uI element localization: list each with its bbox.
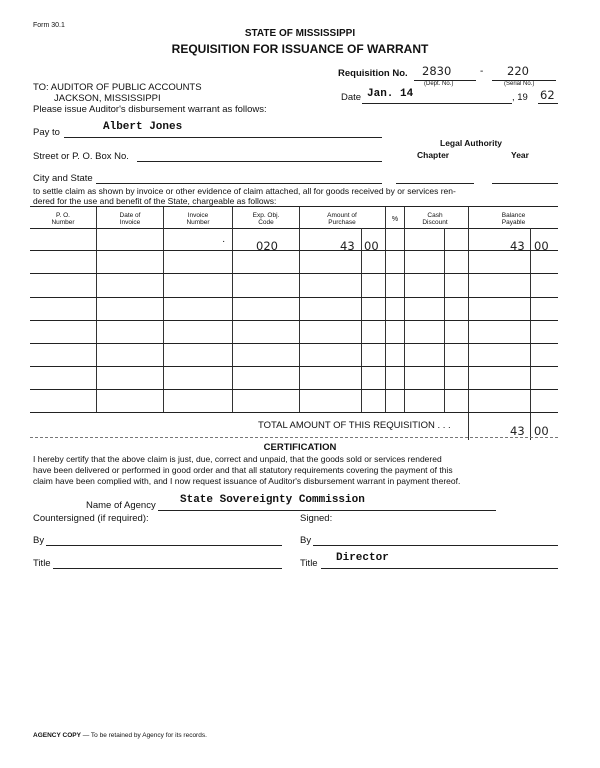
addressee-line1: TO: AUDITOR OF PUBLIC ACCOUNTS xyxy=(33,82,202,93)
balance-dollars[interactable]: 43 xyxy=(510,239,525,253)
total-cents[interactable]: 00 xyxy=(534,424,549,438)
title-line-right xyxy=(321,568,558,569)
table-header-bottom xyxy=(30,228,558,229)
street-line[interactable] xyxy=(137,161,382,162)
balance-cents[interactable]: 00 xyxy=(534,239,549,253)
by-line-right[interactable] xyxy=(313,545,558,546)
signed-label: Signed: xyxy=(300,513,333,524)
agency-copy-label: AGENCY COPY xyxy=(33,732,81,739)
col-divider xyxy=(468,207,469,440)
year-prefix: , 19 xyxy=(512,92,528,103)
table-row xyxy=(30,320,558,321)
total-dollars[interactable]: 43 xyxy=(510,424,525,438)
form-title: REQUISITION FOR ISSUANCE OF WARRANT xyxy=(171,42,429,56)
col-divider xyxy=(404,207,405,412)
table-row xyxy=(30,297,558,298)
total-label: TOTAL AMOUNT OF THIS REQUISITION . . . xyxy=(258,420,451,431)
city-label: City and State xyxy=(33,173,93,184)
title-label-left: Title xyxy=(33,558,51,569)
table-row xyxy=(30,343,558,344)
title-label-right: Title xyxy=(300,558,318,569)
date-header: Date of Invoice xyxy=(119,212,141,226)
table-row xyxy=(30,250,558,251)
agency-copy-text: — To be retained by Agency for its records. xyxy=(80,732,207,739)
balance-header: Balance Payable xyxy=(501,212,526,226)
amount-header: Amount of Purchase xyxy=(327,212,357,226)
pay-to-line xyxy=(64,137,382,138)
year-line xyxy=(538,103,558,104)
table-bottom-border xyxy=(30,437,558,438)
col-divider xyxy=(163,207,164,412)
percent-header: % xyxy=(391,216,399,223)
by-label-right: By xyxy=(300,535,312,546)
table-row xyxy=(30,273,558,274)
exp-code-value[interactable]: 020 xyxy=(256,239,278,253)
certification-line1: I hereby certify that the above claim is just, due, correct and unpaid, that the goods sold or services rendered xyxy=(33,454,442,464)
table-row xyxy=(30,366,558,367)
cash-discount-header: Cash Discount xyxy=(422,212,448,226)
date-label: Date xyxy=(341,92,362,103)
table-row xyxy=(30,389,558,390)
form-number: Form 30.1 xyxy=(33,22,65,29)
col-divider xyxy=(232,207,233,412)
certification-title: CERTIFICATION xyxy=(263,442,337,453)
year-label: Year xyxy=(511,150,529,160)
year-value[interactable]: 62 xyxy=(540,88,555,102)
serial-no-caption: (Serial No.) xyxy=(504,81,535,87)
dept-no-caption: (Dept. No.) xyxy=(424,81,454,87)
dept-no-value[interactable]: 2830 xyxy=(422,64,452,78)
pay-to-value[interactable]: Albert Jones xyxy=(103,121,183,133)
agency-value[interactable]: State Sovereignty Commission xyxy=(180,494,365,506)
amount-dollars[interactable]: 43 xyxy=(340,239,355,253)
date-value[interactable]: Jan. 14 xyxy=(367,88,414,100)
requisition-dash: - xyxy=(480,66,484,77)
serial-no-value[interactable]: 220 xyxy=(507,64,529,78)
settle-text-line1: to settle claim as shown by invoice or other evidence of claim attached, all for goods received by or services ren- xyxy=(33,186,456,196)
chapter-line[interactable] xyxy=(396,183,474,184)
col-divider xyxy=(385,207,386,412)
addressee-line2: JACKSON, MISSISSIPPI xyxy=(54,93,161,104)
table-top-border xyxy=(30,206,558,207)
city-line[interactable] xyxy=(96,183,382,184)
po-header: P. O. Number xyxy=(51,212,75,226)
exp-obj-header: Exp. Obj. Code xyxy=(252,212,280,226)
certification-line3: claim have been complied with, and I now request issuance of Auditor's disbursement warrant in payment thereof. xyxy=(33,476,461,486)
col-divider xyxy=(96,207,97,412)
cents-divider xyxy=(530,228,531,440)
agency-line xyxy=(158,510,496,511)
chapter-label: Chapter xyxy=(417,150,450,160)
by-line-left[interactable] xyxy=(46,545,282,546)
invoice-mark: · xyxy=(222,236,226,247)
title-line-left[interactable] xyxy=(53,568,282,569)
date-line xyxy=(362,103,512,104)
countersigned-label: Countersigned (if required): xyxy=(33,513,149,524)
requisition-label: Requisition No. xyxy=(338,68,408,79)
addressee-instruction: Please issue Auditor's disbursement warrant as follows: xyxy=(33,104,267,115)
pay-to-label: Pay to xyxy=(33,127,60,138)
state-heading: STATE OF MISSISSIPPI xyxy=(244,28,356,39)
amount-cents[interactable]: 00 xyxy=(364,239,379,253)
settle-text-line2: dered for the use and benefit of the State, chargeable as follows: xyxy=(33,196,277,206)
agency-label: Name of Agency xyxy=(86,500,156,511)
certification-line2: have been delivered or performed in good order and that all statutory requirements covering the payment of this xyxy=(33,465,453,475)
street-label: Street or P. O. Box No. xyxy=(33,151,129,162)
title-value-right[interactable]: Director xyxy=(336,552,389,564)
agency-copy-footer xyxy=(33,732,207,739)
table-row xyxy=(30,412,558,413)
col-divider xyxy=(299,207,300,412)
legal-authority-title: Legal Authority xyxy=(440,138,503,148)
invoice-header: Invoice Number xyxy=(186,212,210,226)
by-label-left: By xyxy=(33,535,45,546)
year-authority-line[interactable] xyxy=(492,183,558,184)
